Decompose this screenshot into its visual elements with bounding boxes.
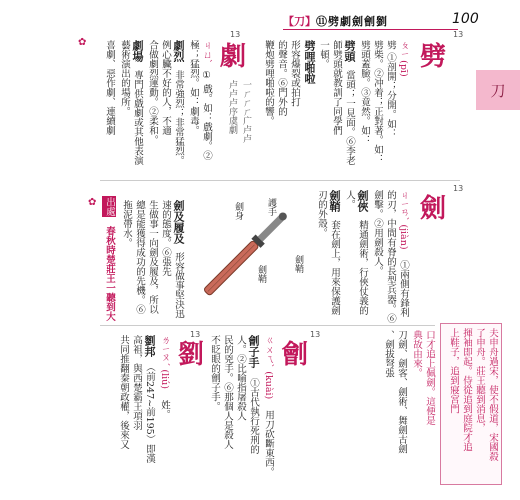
compound-word: 劈哩啪啦: [303, 40, 316, 84]
compound-word: 劊子手: [247, 335, 260, 368]
compound-word: 劉邦: [143, 335, 156, 357]
note-tag: 出處: [104, 197, 115, 216]
headword-gui: 劊: [282, 340, 309, 370]
section-divider: [100, 325, 435, 326]
definition-line: 劈頭蓋臉。③竟然。如：: [359, 40, 370, 145]
definition-line: 用刀砍斷東西。: [263, 410, 274, 477]
compound-definition: ①古代執行死刑的: [248, 378, 259, 454]
label-guard: 護手: [266, 198, 276, 216]
note-text: 春秋時楚莊王一聽到大: [104, 226, 115, 321]
label-sheath: 劍鞘: [293, 255, 303, 273]
radical-tag: 【刀】: [283, 15, 316, 28]
compound-definition: 不眨眼的劊子手。: [209, 335, 220, 411]
flower-icon: ✿: [88, 197, 97, 208]
compound-word: 劍及履及: [172, 200, 185, 244]
definition-line: 劈 ①剖開；分開。如：: [385, 40, 396, 139]
compound-word: 劍鞘: [328, 190, 341, 212]
definition-line: 姓。: [159, 400, 170, 419]
note-line: 揮袖即起。侍從追到庭院才追: [461, 328, 472, 452]
compound-word: 劍俠: [356, 190, 369, 212]
compound-definition: 合做劇烈運動。②柔和。: [147, 40, 158, 145]
compound-word: 劈頭: [343, 40, 356, 62]
compound-definition: 的聲音。⑥門外的: [276, 40, 287, 116]
sword-illustration: [183, 190, 308, 320]
related-words: 喜劇、惡作劇、連續劇: [104, 40, 115, 135]
headword-jian: 劍: [420, 194, 447, 224]
radical-side-tab[interactable]: 刀: [476, 70, 520, 110]
definition-line: 劈柴。②冲着；正對著。如：: [372, 40, 383, 164]
stroke-count: 13: [190, 330, 201, 339]
stroke-count: 13: [453, 30, 464, 39]
pinyin: ㄆㄧ (pī): [398, 40, 409, 77]
compound-definition: 刃的外殼。: [316, 190, 327, 238]
stroke-order: 卢卢卢序虞劇: [227, 80, 237, 134]
definition-line: ① 戲。如：戲劇。②: [201, 70, 212, 161]
flower-icon: ✿: [78, 37, 87, 48]
headword-pi: 劈: [420, 42, 447, 72]
compound-definition: 套在劍上，用來保護劍: [329, 220, 340, 315]
compound-definition: 形容做事堅決迅: [173, 252, 184, 319]
compound-definition: 速的態度。⑥張先: [160, 200, 171, 276]
note-line: 典故由來。: [411, 330, 422, 378]
compound-definition: 例心臟不好的人，不適: [160, 40, 171, 135]
compound-definition: 高祖，與西楚霸王項羽: [131, 335, 142, 430]
stroke-count: 13: [453, 184, 464, 193]
compound-definition: 人。: [344, 190, 355, 209]
compound-definition: 形容爆裂或拍打: [289, 40, 300, 107]
stroke-count: 13: [230, 30, 241, 39]
pinyin: ㄐㄩˋ: [201, 40, 212, 64]
definition-line: ①兩側有鋒利: [398, 260, 409, 317]
note-line: 口才追上佩劍。這便是: [424, 330, 435, 425]
compound-definition: 人。②比喻指屠殺人: [235, 335, 246, 421]
compound-definition: 鞭炮劈哩啪啦的響。: [263, 40, 274, 126]
note-line: 上鞋子，追到寢宮門: [448, 328, 459, 414]
section-divider: [100, 180, 460, 181]
compound-definition: 當頭；一見面。⑥李老: [344, 70, 355, 165]
compound-definition: 拖泥帶水。: [121, 200, 132, 248]
compound-definition: 共同推翻秦朝政權，後來又: [118, 335, 129, 449]
label-scabbard: 劍鞘: [256, 265, 266, 283]
compound-definition: 非常強烈；非常猛烈。: [173, 70, 184, 165]
headword-liu: 劉: [178, 340, 205, 370]
related-words: 刀劍、劍客、劍術、舞劍古劍: [396, 330, 407, 454]
stroke-order: 一ㄏㄏㄏ广卢卢: [241, 80, 251, 143]
compound-definition: 民的兇手。⑥那個人是殺人: [222, 335, 233, 449]
header-rule: [283, 29, 458, 30]
pinyin: ㄐㄧㄢˋ (jiàn): [398, 190, 409, 250]
compound-definition: 生做事一向劍及履及，所以: [147, 200, 158, 314]
compound-word: 劇烈: [172, 40, 185, 62]
label-blade: 劍身: [233, 202, 243, 220]
compound-definition: 精通劍術，行俠仗義的: [357, 220, 368, 315]
compound-word: 劇場: [131, 40, 144, 62]
compound-definition: 專門供戲劇或其他表演: [132, 70, 143, 165]
compound-definition: 一頓。: [318, 40, 329, 69]
related-words: 、劍拔弩張: [383, 330, 394, 378]
pinyin: ㄍㄨㄟˋ (kuài): [263, 335, 274, 400]
header-chars: ⑪劈劇劍劊劉: [316, 15, 388, 28]
definition-line: 極；猛烈。如：劇毒。: [188, 40, 199, 135]
note-line: 了申舟。莊王聽到消息，: [474, 328, 485, 433]
headword-ju: 劇: [220, 42, 247, 72]
definition-line: 劍擊。②用劍殺人。: [372, 190, 383, 276]
definition-line: 的刃，中間有脊的長型兵器。⑥: [385, 190, 396, 323]
compound-definition: 藝術演出的場所。: [119, 40, 130, 116]
compound-definition: （前247~前195）即漢: [144, 362, 155, 464]
stroke-count: 13: [310, 330, 321, 339]
compound-definition: 總是能獲得成功的先機。⑥: [134, 200, 145, 314]
pinyin: ㄌㄧㄡˊ (liú): [159, 335, 170, 389]
compound-definition: 師劈頭就教訓了同學們: [331, 40, 342, 135]
page-number: 100: [452, 11, 479, 27]
note-line: 夫申舟過宋，使不假道，宋國殺: [487, 328, 498, 461]
